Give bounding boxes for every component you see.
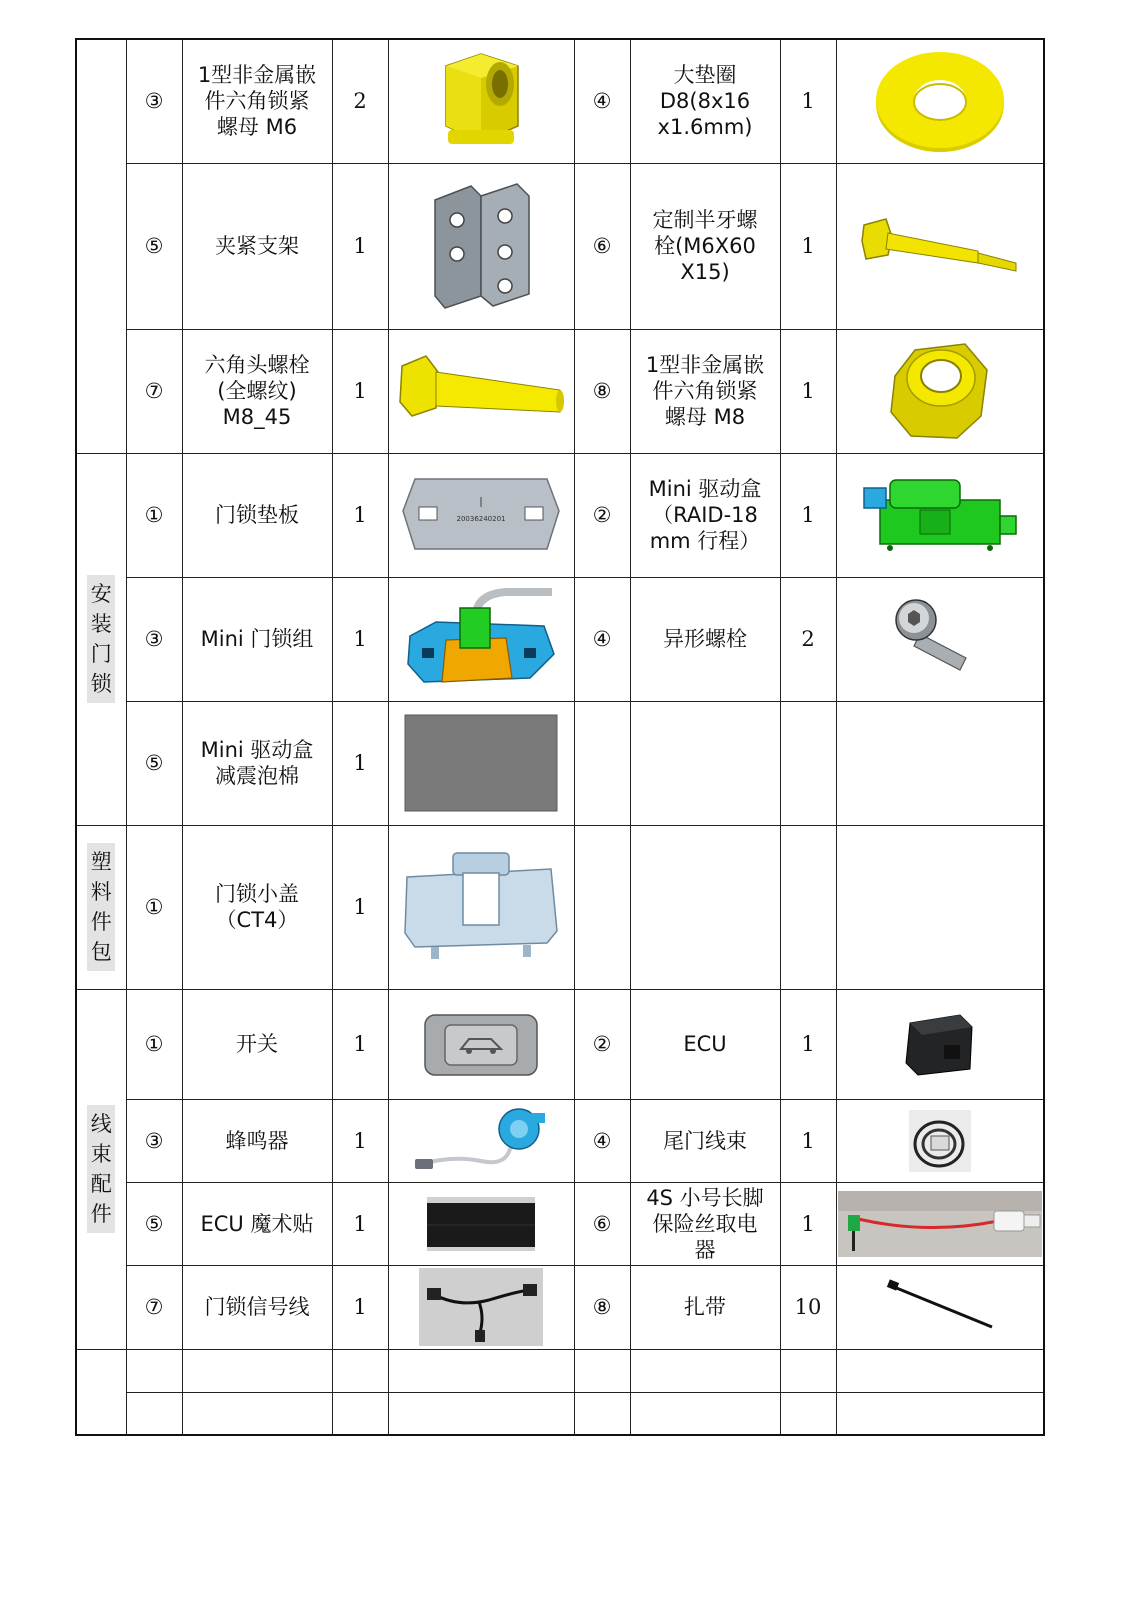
- table-row: [76, 1182, 1044, 1265]
- item-number: ②: [574, 989, 630, 1099]
- group-cell-2: [76, 453, 126, 825]
- empty-cell: [388, 1349, 574, 1392]
- empty-cell: [388, 1392, 574, 1435]
- table-row: [76, 1349, 1044, 1392]
- item-name: 门锁小盖 （CT4）: [182, 825, 332, 989]
- item-name: ECU: [630, 989, 780, 1099]
- item-name: 夹紧支架: [182, 163, 332, 329]
- item-number: ①: [126, 989, 182, 1099]
- hex-head-bolt-icon: [388, 329, 574, 453]
- item-number: ④: [574, 1099, 630, 1182]
- hex-lock-nut-m6-icon: [388, 39, 574, 163]
- item-number: ⑤: [126, 163, 182, 329]
- item-name: 开关: [182, 989, 332, 1099]
- clamp-bracket-icon: [388, 163, 574, 329]
- item-number: ⑦: [126, 329, 182, 453]
- cable-tie-icon: [836, 1265, 1044, 1349]
- item-qty: 1: [332, 989, 388, 1099]
- socket-head-bolt-icon: [836, 577, 1044, 701]
- item-name: 蜂鸣器: [182, 1099, 332, 1182]
- empty-cell: [780, 1349, 836, 1392]
- item-name: Mini 门锁组: [182, 577, 332, 701]
- empty-cell: [630, 825, 780, 989]
- item-qty: 1: [780, 1182, 836, 1265]
- group-cell-4: [76, 989, 126, 1349]
- item-qty: 10: [780, 1265, 836, 1349]
- item-name: 定制半牙螺 栓(M6X60 X15): [630, 163, 780, 329]
- item-name: 门锁信号线: [182, 1265, 332, 1349]
- mini-door-lock-assembly-icon: [388, 577, 574, 701]
- table-row: [76, 329, 1044, 453]
- item-qty: 1: [332, 163, 388, 329]
- buzzer-icon: [388, 1099, 574, 1182]
- item-number: ⑧: [574, 1265, 630, 1349]
- group-cell-1: [76, 39, 126, 453]
- item-number: ⑤: [126, 1182, 182, 1265]
- item-name: Mini 驱动盒 （RAID-18 mm 行程）: [630, 453, 780, 577]
- table-row: [76, 577, 1044, 701]
- item-qty: 1: [780, 1099, 836, 1182]
- table-row: [76, 1265, 1044, 1349]
- item-qty: 1: [332, 329, 388, 453]
- item-name: 扎带: [630, 1265, 780, 1349]
- item-name: 六角头螺栓 (全螺纹) M8_45: [182, 329, 332, 453]
- item-name: 1型非金属嵌 件六角锁紧 螺母 M6: [182, 39, 332, 163]
- ecu-box-icon: [836, 989, 1044, 1099]
- item-number: ④: [574, 577, 630, 701]
- empty-cell: [126, 1349, 182, 1392]
- item-number: ⑧: [574, 329, 630, 453]
- item-qty: 1: [780, 39, 836, 163]
- item-qty: 1: [332, 453, 388, 577]
- item-number: ①: [126, 825, 182, 989]
- lock-cover-icon: [388, 825, 574, 989]
- table-row: [76, 163, 1044, 329]
- fuse-tap-icon: [836, 1182, 1044, 1265]
- empty-cell: [76, 1349, 126, 1435]
- item-name: 门锁垫板: [182, 453, 332, 577]
- item-number: ⑥: [574, 163, 630, 329]
- item-number: ⑦: [126, 1265, 182, 1349]
- table-row: [76, 453, 1044, 577]
- large-washer-icon: [836, 39, 1044, 163]
- item-name: Mini 驱动盒 减震泡棉: [182, 701, 332, 825]
- item-number: ③: [126, 39, 182, 163]
- mini-drive-box-icon: [836, 453, 1044, 577]
- item-name: 4S 小号长脚 保险丝取电 器: [630, 1182, 780, 1265]
- plate-part-number: 20036240201: [456, 515, 506, 523]
- item-qty: 1: [332, 701, 388, 825]
- item-number: ⑥: [574, 1182, 630, 1265]
- lock-pad-plate-icon: [388, 453, 574, 577]
- parts-list-table: [75, 38, 1045, 1436]
- empty-cell: [332, 1349, 388, 1392]
- empty-cell: [182, 1392, 332, 1435]
- table-row: [76, 1392, 1044, 1435]
- item-number: ④: [574, 39, 630, 163]
- empty-cell: [780, 701, 836, 825]
- item-qty: 1: [332, 1099, 388, 1182]
- item-name: 大垫圈 D8(8x16 x1.6mm): [630, 39, 780, 163]
- tailgate-harness-icon: [836, 1099, 1044, 1182]
- item-qty: 1: [332, 825, 388, 989]
- item-qty: 2: [332, 39, 388, 163]
- item-name: 1型非金属嵌 件六角锁紧 螺母 M8: [630, 329, 780, 453]
- empty-cell: [836, 825, 1044, 989]
- table-row: [76, 39, 1044, 163]
- empty-cell: [780, 1392, 836, 1435]
- item-number: ③: [126, 1099, 182, 1182]
- item-number: ①: [126, 453, 182, 577]
- group-cell-3: [76, 825, 126, 989]
- empty-cell: [126, 1392, 182, 1435]
- empty-cell: [630, 1349, 780, 1392]
- item-qty: 2: [780, 577, 836, 701]
- group-label: 塑 料 件 包: [87, 843, 115, 971]
- empty-cell: [574, 1392, 630, 1435]
- velcro-strap-icon: [388, 1182, 574, 1265]
- item-name: 尾门线束: [630, 1099, 780, 1182]
- item-qty: 1: [332, 1182, 388, 1265]
- table-row: [76, 701, 1044, 825]
- item-qty: 1: [780, 329, 836, 453]
- item-qty: 1: [780, 453, 836, 577]
- half-thread-bolt-icon: [836, 163, 1044, 329]
- item-qty: 1: [332, 1265, 388, 1349]
- empty-cell: [182, 1349, 332, 1392]
- lock-signal-cable-icon: [388, 1265, 574, 1349]
- item-qty: 1: [780, 989, 836, 1099]
- hex-lock-nut-m8-icon: [836, 329, 1044, 453]
- item-number: ③: [126, 577, 182, 701]
- empty-cell: [836, 701, 1044, 825]
- empty-cell: [574, 701, 630, 825]
- item-number: ②: [574, 453, 630, 577]
- empty-cell: [780, 825, 836, 989]
- empty-cell: [836, 1349, 1044, 1392]
- table-row: [76, 1099, 1044, 1182]
- table-row: [76, 825, 1044, 989]
- tailgate-switch-icon: [388, 989, 574, 1099]
- empty-cell: [836, 1392, 1044, 1435]
- item-name: 异形螺栓: [630, 577, 780, 701]
- table-row: [76, 989, 1044, 1099]
- item-qty: 1: [332, 577, 388, 701]
- item-number: ⑤: [126, 701, 182, 825]
- group-label: 线 束 配 件: [87, 1105, 115, 1233]
- empty-cell: [574, 1349, 630, 1392]
- empty-cell: [332, 1392, 388, 1435]
- foam-pad-icon: [388, 701, 574, 825]
- item-qty: 1: [780, 163, 836, 329]
- empty-cell: [630, 1392, 780, 1435]
- empty-cell: [574, 825, 630, 989]
- item-name: ECU 魔术贴: [182, 1182, 332, 1265]
- empty-cell: [630, 701, 780, 825]
- group-label: 安 装 门 锁: [87, 575, 115, 703]
